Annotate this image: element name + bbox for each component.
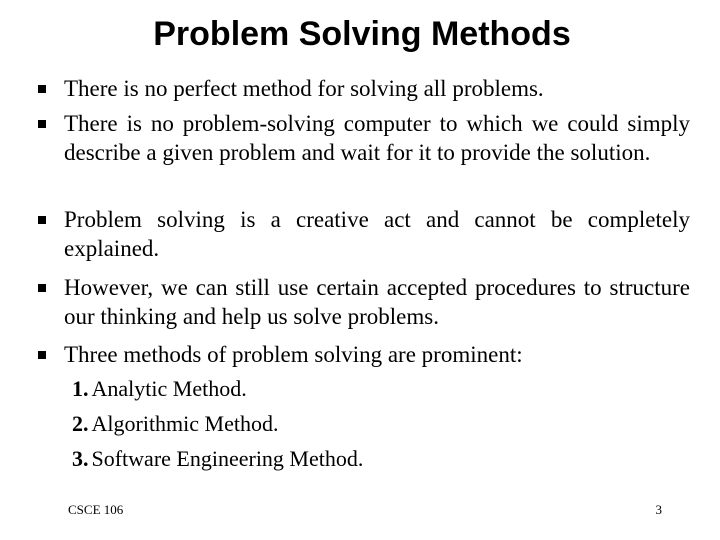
square-bullet-icon [38,216,46,224]
method-number: 1. [72,376,89,401]
bullet-text: However, we can still use certain accepted procedures to structure our thinking and help us solve problems. [64,275,690,329]
method-item [72,445,363,473]
footer-page-number: 3 [655,502,662,517]
bullet-text: Problem solving is a creative act and cannot be completely explained. [64,207,690,261]
method-item [72,375,247,403]
footer-course: CSCE 106 [68,502,124,517]
square-bullet-icon [38,284,46,292]
method-label: Algorithmic Method. [91,411,279,436]
method-number: 3. [72,446,89,471]
bullet-text: There is no problem-solving computer to which we could simply describe a given problem and wait for it to provide the solution. [64,111,690,165]
method-item [72,410,278,438]
bullet-text: There is no perfect method for solving all problems. [64,76,544,101]
square-bullet-icon [38,85,46,93]
slide-title: Problem Solving Methods [153,15,571,53]
square-bullet-icon [38,120,46,128]
square-bullet-icon [38,351,46,359]
bullet-text: Three methods of problem solving are prominent: [64,342,523,367]
method-label: Software Engineering Method. [91,446,364,471]
method-number: 2. [72,411,89,436]
method-label: Analytic Method. [91,376,247,401]
